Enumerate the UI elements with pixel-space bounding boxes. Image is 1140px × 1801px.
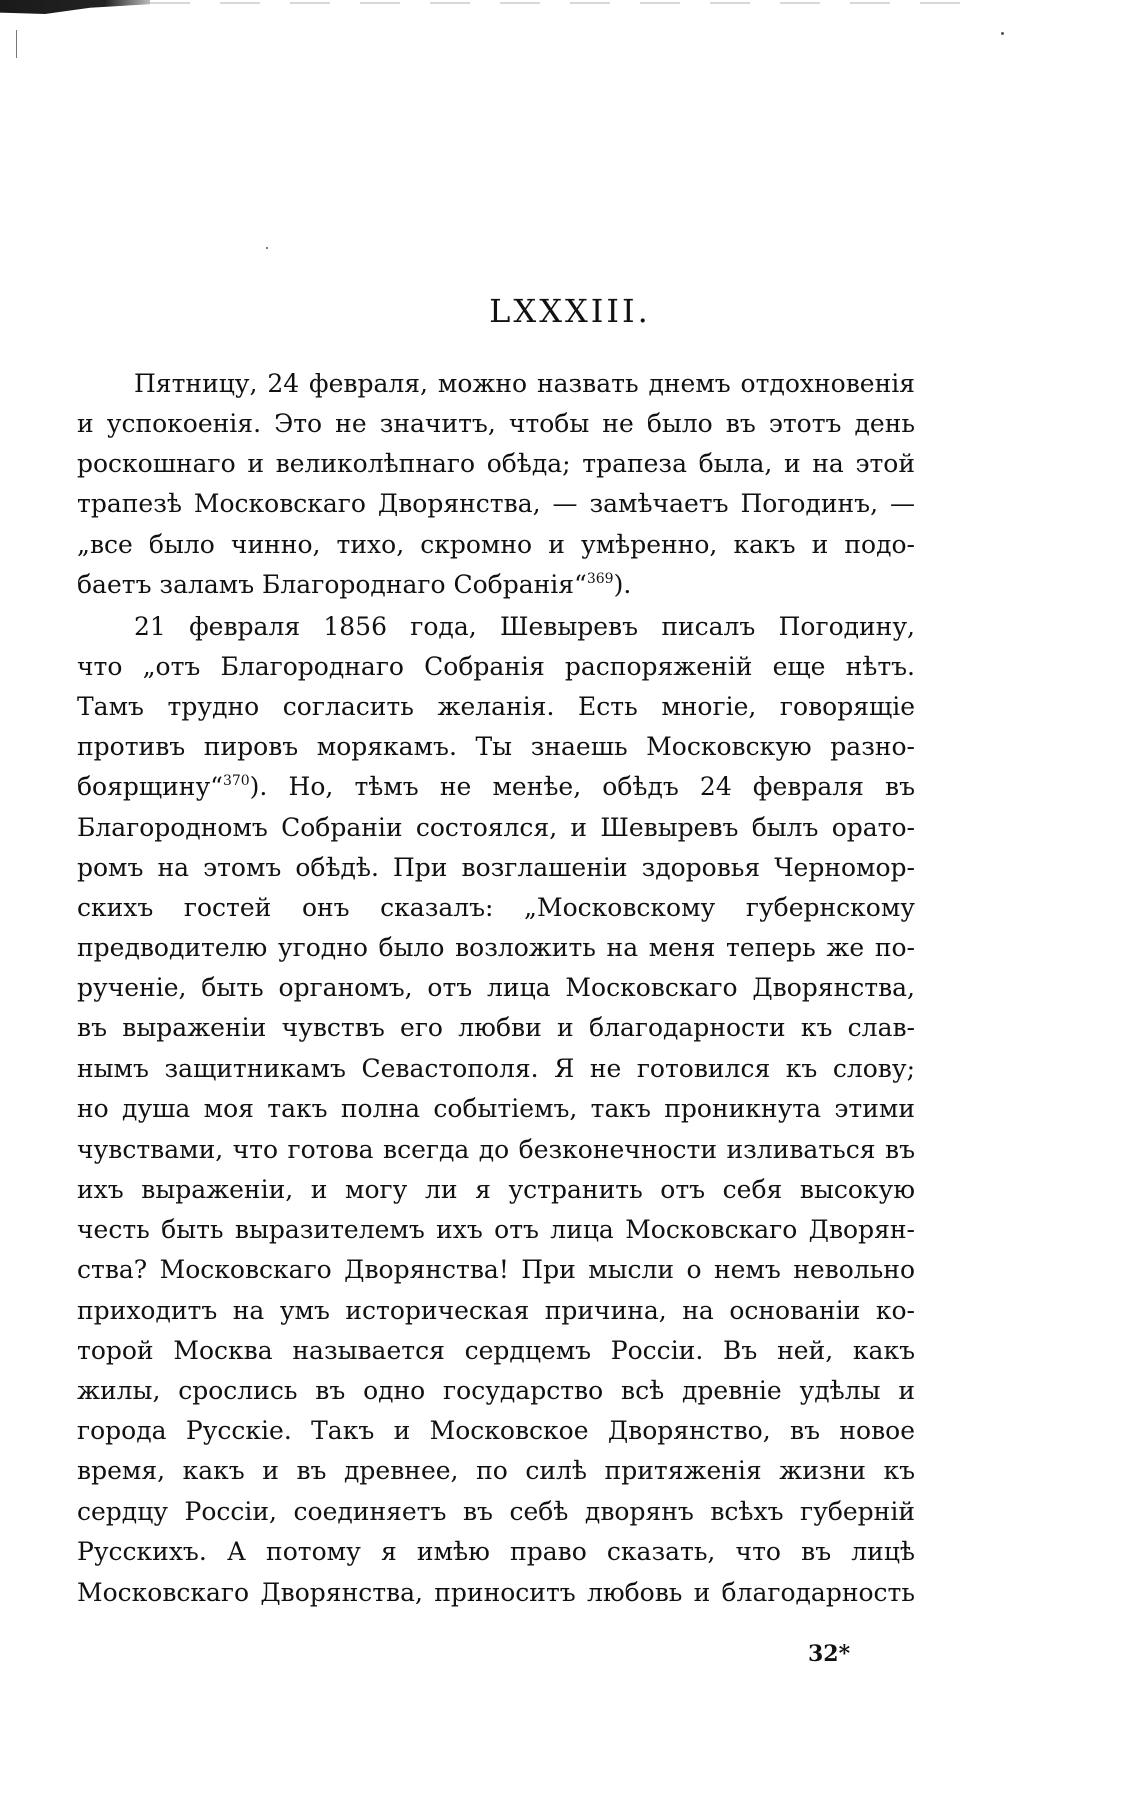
- text-line: [134, 369, 915, 399]
- text-segment: трапезѣ Московскаго Дворянства, — замѣчаетъ Погодинъ, —: [77, 489, 915, 518]
- text-segment: Русскихъ. А потому я имѣю право сказать, что въ лицѣ: [77, 1537, 915, 1566]
- text-line: [77, 732, 915, 762]
- scan-artifact-top: [0, 0, 150, 14]
- text-line: [77, 449, 915, 479]
- text-line: [77, 692, 915, 722]
- text-line: [77, 1013, 915, 1043]
- text-segment: баетъ заламъ Благороднаго Собранія“: [77, 570, 587, 599]
- text-segment: ихъ выраженіи, и могу ли я устранить отъ себя высокую: [77, 1175, 915, 1204]
- text-segment: и успокоенія. Это не значитъ, чтобы не было въ этотъ день: [77, 409, 915, 438]
- text-segment: ).: [613, 570, 632, 599]
- page-number: 32*: [808, 1641, 851, 1667]
- text-segment: жилы, срослись въ одно государство всѣ древніе удѣлы и: [77, 1376, 915, 1405]
- text-segment: торой Москва называется сердцемъ Россіи. Въ ней, какъ: [77, 1336, 915, 1365]
- text-line: [77, 853, 915, 883]
- text-line: [77, 772, 915, 802]
- text-segment: скихъ гостей онъ сказалъ: „Московскому губернскому: [77, 893, 915, 922]
- text-segment: честь быть выразителемъ ихъ отъ лица Московскаго Дворян-: [77, 1215, 915, 1244]
- text-segment: приходитъ на умъ историческая причина, на основаніи ко-: [77, 1296, 915, 1325]
- text-segment: противъ пировъ морякамъ. Ты знаешь Московскую разно-: [77, 732, 915, 761]
- text-segment: Пятницу, 24 февраля, можно назвать днемъ отдохновенія: [134, 369, 915, 398]
- text-segment: 21 февраля 1856 года, Шевыревъ писалъ Погодину,: [134, 612, 915, 641]
- text-line: [77, 1537, 915, 1567]
- scan-artifact-line: [150, 2, 970, 4]
- text-line: [77, 530, 915, 560]
- text-segment: рученіе, быть органомъ, отъ лица Московскаго Дворянства,: [77, 973, 915, 1002]
- text-line: [77, 409, 915, 439]
- text-segment: что „отъ Благороднаго Собранія распоряженій еще нѣтъ.: [77, 652, 915, 681]
- text-line: [77, 1215, 915, 1245]
- text-line: [77, 1456, 915, 1486]
- text-line: [77, 1296, 915, 1326]
- text-segment: но душа моя такъ полна событіемъ, такъ проникнута этими: [77, 1094, 915, 1123]
- text-segment: ). Но, тѣмъ не менѣе, обѣдъ 24 февраля въ: [249, 772, 915, 801]
- text-line: [77, 1578, 915, 1608]
- text-line: [77, 933, 915, 963]
- text-line: [77, 1336, 915, 1366]
- text-line: [134, 612, 915, 642]
- scan-artifact-dot: [266, 247, 268, 249]
- text-segment: ства? Московскаго Дворянства! При мысли о немъ невольно: [77, 1255, 915, 1284]
- text-line: [77, 489, 915, 519]
- text-segment: чувствами, что готова всегда до безконечности изливаться въ: [77, 1135, 915, 1164]
- text-line: [77, 1175, 915, 1205]
- text-line: [77, 1376, 915, 1406]
- text-segment: нымъ защитникамъ Севастополя. Я не готовился къ слову;: [77, 1054, 915, 1083]
- text-segment: боярщину“: [77, 772, 223, 801]
- scan-artifact-edge: [16, 30, 17, 58]
- chapter-title: LXXXIII.: [489, 292, 651, 330]
- text-line: [77, 1416, 915, 1446]
- text-segment: Московскаго Дворянства, приноситъ любовь и благодарность: [77, 1578, 915, 1607]
- text-line: [77, 1497, 915, 1527]
- text-segment: роскошнаго и великолѣпнаго обѣда; трапеза была, и на этой: [77, 449, 915, 478]
- text-line: [77, 1255, 915, 1285]
- scan-artifact-dot: [1001, 32, 1004, 35]
- footnote-ref: 369: [586, 571, 614, 587]
- text-line: [77, 973, 915, 1003]
- text-line: [77, 1135, 915, 1165]
- text-segment: въ выраженіи чувствъ его любви и благодарности къ слав-: [77, 1013, 915, 1042]
- text-segment: „все было чинно, тихо, скромно и умѣренно, какъ и подо-: [77, 530, 915, 559]
- text-segment: города Русскіе. Такъ и Московское Дворянство, въ новое: [77, 1416, 915, 1445]
- text-segment: время, какъ и въ древнее, по силѣ притяженія жизни къ: [77, 1456, 915, 1485]
- text-line: [77, 1054, 915, 1084]
- text-line: [77, 652, 915, 682]
- text-line: [77, 570, 915, 600]
- text-segment: сердцу Россіи, соединяетъ въ себѣ дворянъ всѣхъ губерній: [77, 1497, 915, 1526]
- text-segment: предводителю угодно было возложить на меня теперь же по-: [77, 933, 915, 962]
- text-segment: ромъ на этомъ обѣдѣ. При возглашеніи здоровья Черномор-: [77, 853, 915, 882]
- text-line: [77, 813, 915, 843]
- text-segment: Благородномъ Собраніи состоялся, и Шевыревъ былъ орато-: [77, 813, 915, 842]
- text-segment: Тамъ трудно согласить желанія. Есть многіе, говорящіе: [77, 692, 915, 721]
- text-line: [77, 1094, 915, 1124]
- text-line: [77, 893, 915, 923]
- footnote-ref: 370: [222, 773, 250, 789]
